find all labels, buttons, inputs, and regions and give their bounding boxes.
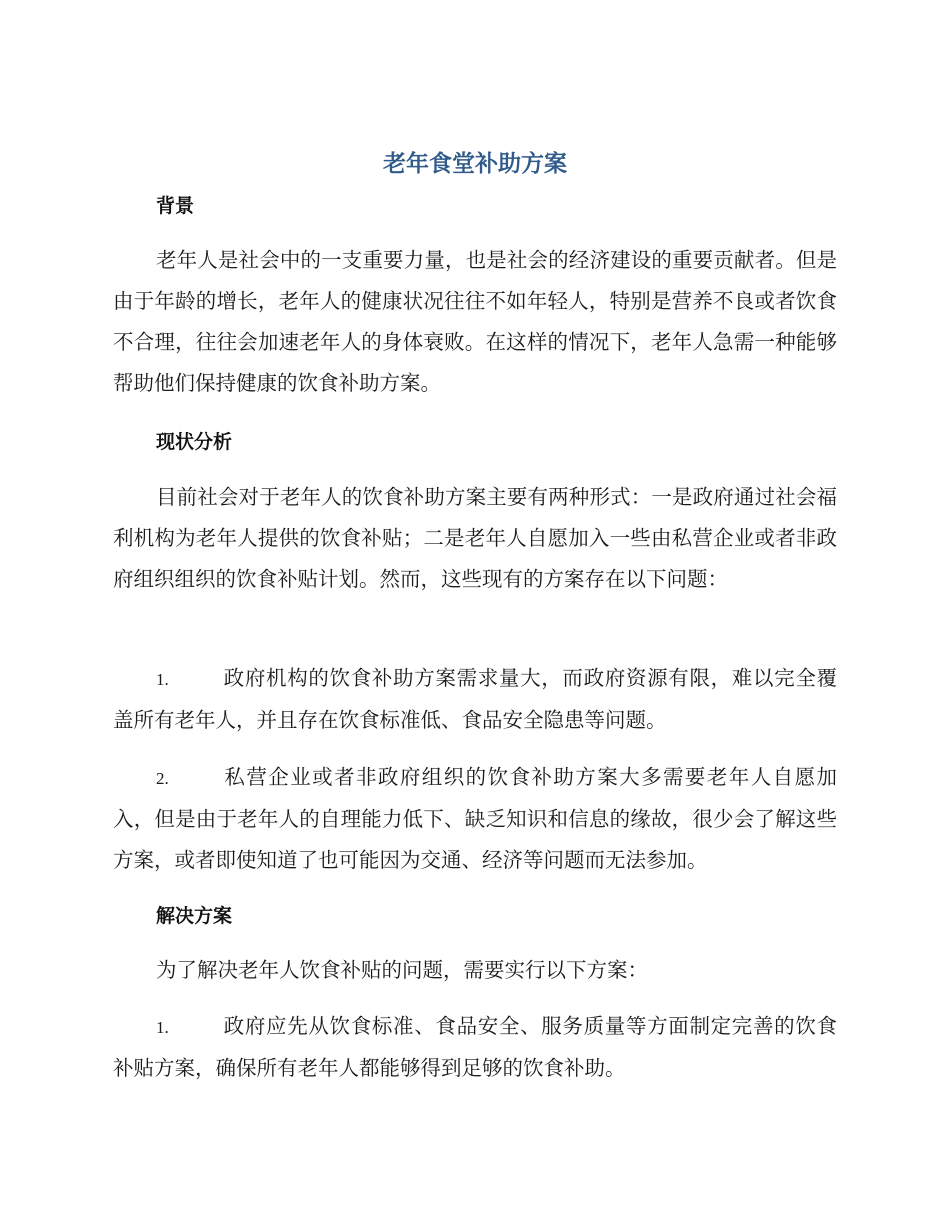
- list-item-number: 2.: [156, 769, 169, 788]
- section-heading-solution: 解决方案: [156, 905, 233, 927]
- section-heading-background: 背景: [156, 195, 195, 217]
- list-item-text: 政府机构的饮食补助方案需求量大，而政府资源有限，难以完全覆盖所有老年人，并且存在饮食标准低、食品安全隐患等问题。: [113, 666, 837, 732]
- list-item-number: 1.: [156, 670, 169, 689]
- list-item-text: 私营企业或者非政府组织的饮食补助方案大多需要老年人自愿加入，但是由于老年人的自理能力低下、缺乏知识和信息的缘故，很少会了解这些方案，或者即使知道了也可能因为交通、经济等问题而无法参加。: [113, 765, 837, 872]
- document-title: 老年食堂补助方案: [383, 151, 567, 177]
- background-paragraph: 老年人是社会中的一支重要力量，也是社会的经济建设的重要贡献者。但是由于年龄的增长，老年人的健康状况往往不如年轻人，特别是营养不良或者饮食不合理，往往会加速老年人的身体衰败。在这样的情况下，老年人急需一种能够帮助他们保持健康的饮食补助方案。: [113, 248, 837, 395]
- list-item: [113, 757, 837, 881]
- list-item: [113, 1006, 837, 1089]
- solution-intro-paragraph: 为了解决老年人饮食补贴的问题，需要实行以下方案：: [156, 958, 648, 982]
- current-analysis-paragraph: 目前社会对于老年人的饮食补助方案主要有两种形式：一是政府通过社会福利机构为老年人提供的饮食补贴；二是老年人自愿加入一些由私营企业或者非政府组织组织的饮食补贴计划。然而，这些现有的方案存在以下问题：: [113, 485, 837, 591]
- list-item: [113, 658, 837, 741]
- list-item-text: 政府应先从饮食标准、食品安全、服务质量等方面制定完善的饮食补贴方案，确保所有老年人都能够得到足够的饮食补助。: [113, 1014, 837, 1080]
- section-heading-current-analysis: 现状分析: [156, 431, 233, 453]
- list-item-number: 1.: [156, 1018, 169, 1037]
